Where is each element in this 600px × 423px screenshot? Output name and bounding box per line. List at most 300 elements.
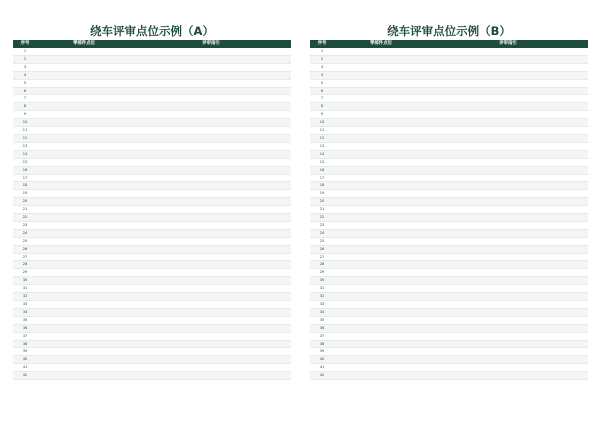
row-number: 29 (310, 269, 334, 277)
part-location (37, 301, 131, 309)
table-b-header-row (310, 40, 588, 48)
review-guideline (131, 55, 291, 63)
part-location (37, 206, 131, 214)
review-guideline (428, 308, 588, 316)
row-number: 17 (13, 174, 37, 182)
table-row (310, 206, 588, 214)
part-location (37, 48, 131, 55)
table-row (13, 261, 291, 269)
review-guideline (131, 340, 291, 348)
table-row (13, 293, 291, 301)
part-location (37, 245, 131, 253)
part-location (334, 301, 428, 309)
table-row (310, 340, 588, 348)
review-guideline (131, 229, 291, 237)
part-location (334, 158, 428, 166)
part-location (37, 214, 131, 222)
row-number: 25 (13, 237, 37, 245)
part-location (334, 190, 428, 198)
part-location (334, 308, 428, 316)
review-guideline (428, 261, 588, 269)
table-a-title: 绕车评审点位示例（A） (90, 24, 214, 38)
row-number: 35 (310, 316, 334, 324)
review-guideline (428, 198, 588, 206)
part-location (334, 87, 428, 95)
review-guideline (131, 261, 291, 269)
part-location (37, 348, 131, 356)
review-guideline (131, 103, 291, 111)
table-row (13, 142, 291, 150)
row-number: 31 (13, 285, 37, 293)
table-row (13, 150, 291, 158)
review-guideline (428, 269, 588, 277)
table-row (13, 71, 291, 79)
part-location (334, 79, 428, 87)
row-number: 10 (310, 119, 334, 127)
part-location (37, 221, 131, 229)
part-location (334, 245, 428, 253)
header-part: 零部件点位 (37, 40, 131, 48)
table-row (13, 245, 291, 253)
part-location (37, 55, 131, 63)
table-row (13, 364, 291, 372)
part-location (37, 111, 131, 119)
part-location (334, 103, 428, 111)
row-number: 37 (13, 332, 37, 340)
table-row (310, 269, 588, 277)
row-number: 36 (13, 324, 37, 332)
row-number: 28 (13, 261, 37, 269)
review-guideline (428, 277, 588, 285)
review-guideline (428, 285, 588, 293)
row-number: 5 (13, 79, 37, 87)
table-row (310, 293, 588, 301)
part-location (37, 253, 131, 261)
row-number: 37 (310, 332, 334, 340)
table-row (310, 87, 588, 95)
review-guideline (428, 364, 588, 372)
table-row (13, 221, 291, 229)
part-location (37, 316, 131, 324)
review-guideline (131, 308, 291, 316)
review-guideline (428, 103, 588, 111)
part-location (334, 237, 428, 245)
part-location (334, 48, 428, 55)
row-number: 20 (310, 198, 334, 206)
table-row (13, 190, 291, 198)
row-number: 19 (13, 190, 37, 198)
review-guideline (428, 332, 588, 340)
part-location (37, 158, 131, 166)
row-number: 31 (310, 285, 334, 293)
row-number: 21 (310, 206, 334, 214)
table-row (13, 277, 291, 285)
review-guideline (131, 245, 291, 253)
part-location (37, 79, 131, 87)
table-row (310, 364, 588, 372)
part-location (334, 340, 428, 348)
row-number: 23 (13, 221, 37, 229)
review-guideline (428, 182, 588, 190)
table-b-title: 绕车评审点位示例（B） (387, 24, 511, 38)
part-location (334, 293, 428, 301)
row-number: 2 (310, 55, 334, 63)
table-row (310, 95, 588, 103)
part-location (37, 269, 131, 277)
table-row (310, 277, 588, 285)
table-a-section (13, 24, 291, 380)
row-number: 9 (310, 111, 334, 119)
table-row (13, 182, 291, 190)
table-row (310, 324, 588, 332)
row-number: 38 (13, 340, 37, 348)
row-number: 35 (13, 316, 37, 324)
row-number: 22 (310, 214, 334, 222)
table-row (13, 308, 291, 316)
review-guideline (131, 142, 291, 150)
row-number: 7 (13, 95, 37, 103)
table-row (310, 174, 588, 182)
part-location (334, 221, 428, 229)
review-guideline (428, 71, 588, 79)
row-number: 41 (310, 364, 334, 372)
part-location (37, 277, 131, 285)
table-row (310, 198, 588, 206)
part-location (334, 229, 428, 237)
part-location (334, 182, 428, 190)
table-row (310, 48, 588, 55)
review-guideline (428, 150, 588, 158)
part-location (334, 364, 428, 372)
table-row (13, 134, 291, 142)
review-guideline (428, 206, 588, 214)
review-guideline (428, 214, 588, 222)
review-guideline (428, 127, 588, 135)
part-location (37, 174, 131, 182)
table-row (13, 87, 291, 95)
row-number: 26 (13, 245, 37, 253)
part-location (334, 174, 428, 182)
row-number: 28 (310, 261, 334, 269)
part-location (334, 198, 428, 206)
table-row (13, 237, 291, 245)
table-row (310, 316, 588, 324)
part-location (334, 253, 428, 261)
review-guideline (131, 301, 291, 309)
table-row (310, 158, 588, 166)
row-number: 17 (310, 174, 334, 182)
row-number: 1 (13, 48, 37, 55)
review-guideline (131, 111, 291, 119)
part-location (37, 308, 131, 316)
row-number: 13 (310, 142, 334, 150)
part-location (334, 277, 428, 285)
row-number: 25 (310, 237, 334, 245)
review-guideline (428, 174, 588, 182)
part-location (334, 324, 428, 332)
table-row (13, 301, 291, 309)
review-guideline (428, 119, 588, 127)
footnote (13, 410, 587, 418)
review-guideline (428, 134, 588, 142)
part-location (334, 372, 428, 380)
row-number: 1 (310, 48, 334, 55)
part-location (37, 356, 131, 364)
table-row (13, 324, 291, 332)
row-number: 29 (13, 269, 37, 277)
review-guideline (428, 356, 588, 364)
review-guideline (428, 372, 588, 380)
table-row (13, 316, 291, 324)
row-number: 19 (310, 190, 334, 198)
table-row (310, 237, 588, 245)
review-guideline (428, 229, 588, 237)
review-guideline (131, 182, 291, 190)
part-location (37, 87, 131, 95)
review-guideline (428, 63, 588, 71)
review-guideline (131, 285, 291, 293)
table-row (13, 253, 291, 261)
review-guideline (428, 55, 588, 63)
part-location (37, 364, 131, 372)
row-number: 12 (310, 134, 334, 142)
row-number: 16 (310, 166, 334, 174)
table-row (13, 174, 291, 182)
part-location (37, 229, 131, 237)
review-guideline (131, 269, 291, 277)
table-row (310, 301, 588, 309)
row-number: 34 (13, 308, 37, 316)
table-row (310, 372, 588, 380)
review-guideline (428, 87, 588, 95)
row-number: 6 (310, 87, 334, 95)
table-row (310, 214, 588, 222)
table-row (310, 332, 588, 340)
part-location (37, 198, 131, 206)
row-number: 8 (13, 103, 37, 111)
row-number: 14 (310, 150, 334, 158)
review-guideline (428, 316, 588, 324)
part-location (334, 348, 428, 356)
table-row (310, 111, 588, 119)
row-number: 15 (13, 158, 37, 166)
row-number: 36 (310, 324, 334, 332)
part-location (334, 261, 428, 269)
row-number: 27 (310, 253, 334, 261)
row-number: 40 (13, 356, 37, 364)
table-row (310, 127, 588, 135)
review-guideline (428, 221, 588, 229)
part-location (334, 119, 428, 127)
row-number: 26 (310, 245, 334, 253)
row-number: 18 (310, 182, 334, 190)
table-row (13, 55, 291, 63)
row-number: 32 (13, 293, 37, 301)
header-criteria: 评审指引 (428, 40, 588, 48)
row-number: 34 (310, 308, 334, 316)
part-location (334, 214, 428, 222)
part-location (334, 150, 428, 158)
table-row (310, 150, 588, 158)
review-guideline (131, 119, 291, 127)
table-row (310, 285, 588, 293)
review-guideline (131, 206, 291, 214)
part-location (37, 372, 131, 380)
row-number: 32 (310, 293, 334, 301)
row-number: 9 (13, 111, 37, 119)
row-number: 33 (13, 301, 37, 309)
review-guideline (131, 158, 291, 166)
part-location (334, 127, 428, 135)
part-location (37, 324, 131, 332)
table-row (310, 261, 588, 269)
header-num: 序号 (310, 40, 334, 48)
row-number: 27 (13, 253, 37, 261)
table-row (310, 253, 588, 261)
row-number: 39 (310, 348, 334, 356)
part-location (37, 190, 131, 198)
table-row (13, 198, 291, 206)
review-guideline (428, 111, 588, 119)
table-row (13, 372, 291, 380)
table-row (13, 79, 291, 87)
part-location (37, 71, 131, 79)
review-guideline (131, 79, 291, 87)
row-number: 30 (13, 277, 37, 285)
table-b (310, 40, 588, 380)
review-guideline (131, 166, 291, 174)
part-location (334, 166, 428, 174)
review-guideline (428, 79, 588, 87)
table-row (310, 119, 588, 127)
table-a-header-row (13, 40, 291, 48)
header-part: 零部件点位 (334, 40, 428, 48)
table-row (310, 221, 588, 229)
row-number: 18 (13, 182, 37, 190)
row-number: 4 (13, 71, 37, 79)
row-number: 20 (13, 198, 37, 206)
part-location (334, 95, 428, 103)
part-location (37, 340, 131, 348)
table-b-section (310, 24, 588, 380)
table-row (13, 119, 291, 127)
row-number: 3 (310, 63, 334, 71)
review-guideline (428, 340, 588, 348)
row-number: 8 (310, 103, 334, 111)
part-location (334, 332, 428, 340)
review-guideline (131, 324, 291, 332)
table-row (310, 71, 588, 79)
review-guideline (428, 190, 588, 198)
table-row (13, 340, 291, 348)
part-location (334, 63, 428, 71)
review-guideline (428, 293, 588, 301)
table-row (13, 229, 291, 237)
part-location (37, 285, 131, 293)
review-guideline (428, 95, 588, 103)
part-location (37, 150, 131, 158)
header-criteria: 评审指引 (131, 40, 291, 48)
review-guideline (131, 356, 291, 364)
review-guideline (131, 87, 291, 95)
review-guideline (131, 190, 291, 198)
part-location (37, 332, 131, 340)
row-number: 16 (13, 166, 37, 174)
row-number: 2 (13, 55, 37, 63)
part-location (37, 261, 131, 269)
table-row (13, 214, 291, 222)
part-location (37, 134, 131, 142)
review-guideline (428, 48, 588, 55)
review-guideline (428, 245, 588, 253)
part-location (37, 63, 131, 71)
part-location (334, 285, 428, 293)
review-guideline (131, 221, 291, 229)
row-number: 15 (310, 158, 334, 166)
table-row (310, 229, 588, 237)
row-number: 14 (13, 150, 37, 158)
part-location (37, 166, 131, 174)
review-guideline (131, 174, 291, 182)
table-row (13, 95, 291, 103)
table-row (13, 285, 291, 293)
table-row (310, 348, 588, 356)
part-location (334, 206, 428, 214)
part-location (37, 127, 131, 135)
table-row (13, 206, 291, 214)
row-number: 13 (13, 142, 37, 150)
table-row (13, 356, 291, 364)
review-guideline (428, 166, 588, 174)
part-location (37, 119, 131, 127)
row-number: 3 (13, 63, 37, 71)
row-number: 11 (13, 127, 37, 135)
part-location (334, 316, 428, 324)
review-guideline (131, 348, 291, 356)
row-number: 40 (310, 356, 334, 364)
review-guideline (131, 372, 291, 380)
table-row (310, 63, 588, 71)
table-row (310, 190, 588, 198)
part-location (334, 111, 428, 119)
table-row (13, 166, 291, 174)
review-guideline (131, 293, 291, 301)
row-number: 42 (13, 372, 37, 380)
review-guideline (131, 237, 291, 245)
review-guideline (428, 237, 588, 245)
row-number: 4 (310, 71, 334, 79)
part-location (334, 55, 428, 63)
table-row (13, 332, 291, 340)
part-location (334, 134, 428, 142)
table-row (13, 111, 291, 119)
row-number: 6 (13, 87, 37, 95)
table-row (310, 79, 588, 87)
table-row (13, 158, 291, 166)
table-row (13, 103, 291, 111)
review-guideline (131, 214, 291, 222)
review-guideline (131, 127, 291, 135)
row-number: 39 (13, 348, 37, 356)
part-location (37, 182, 131, 190)
review-guideline (131, 277, 291, 285)
part-location (37, 237, 131, 245)
table-row (310, 142, 588, 150)
row-number: 12 (13, 134, 37, 142)
review-guideline (428, 253, 588, 261)
table-row (310, 182, 588, 190)
review-guideline (131, 71, 291, 79)
